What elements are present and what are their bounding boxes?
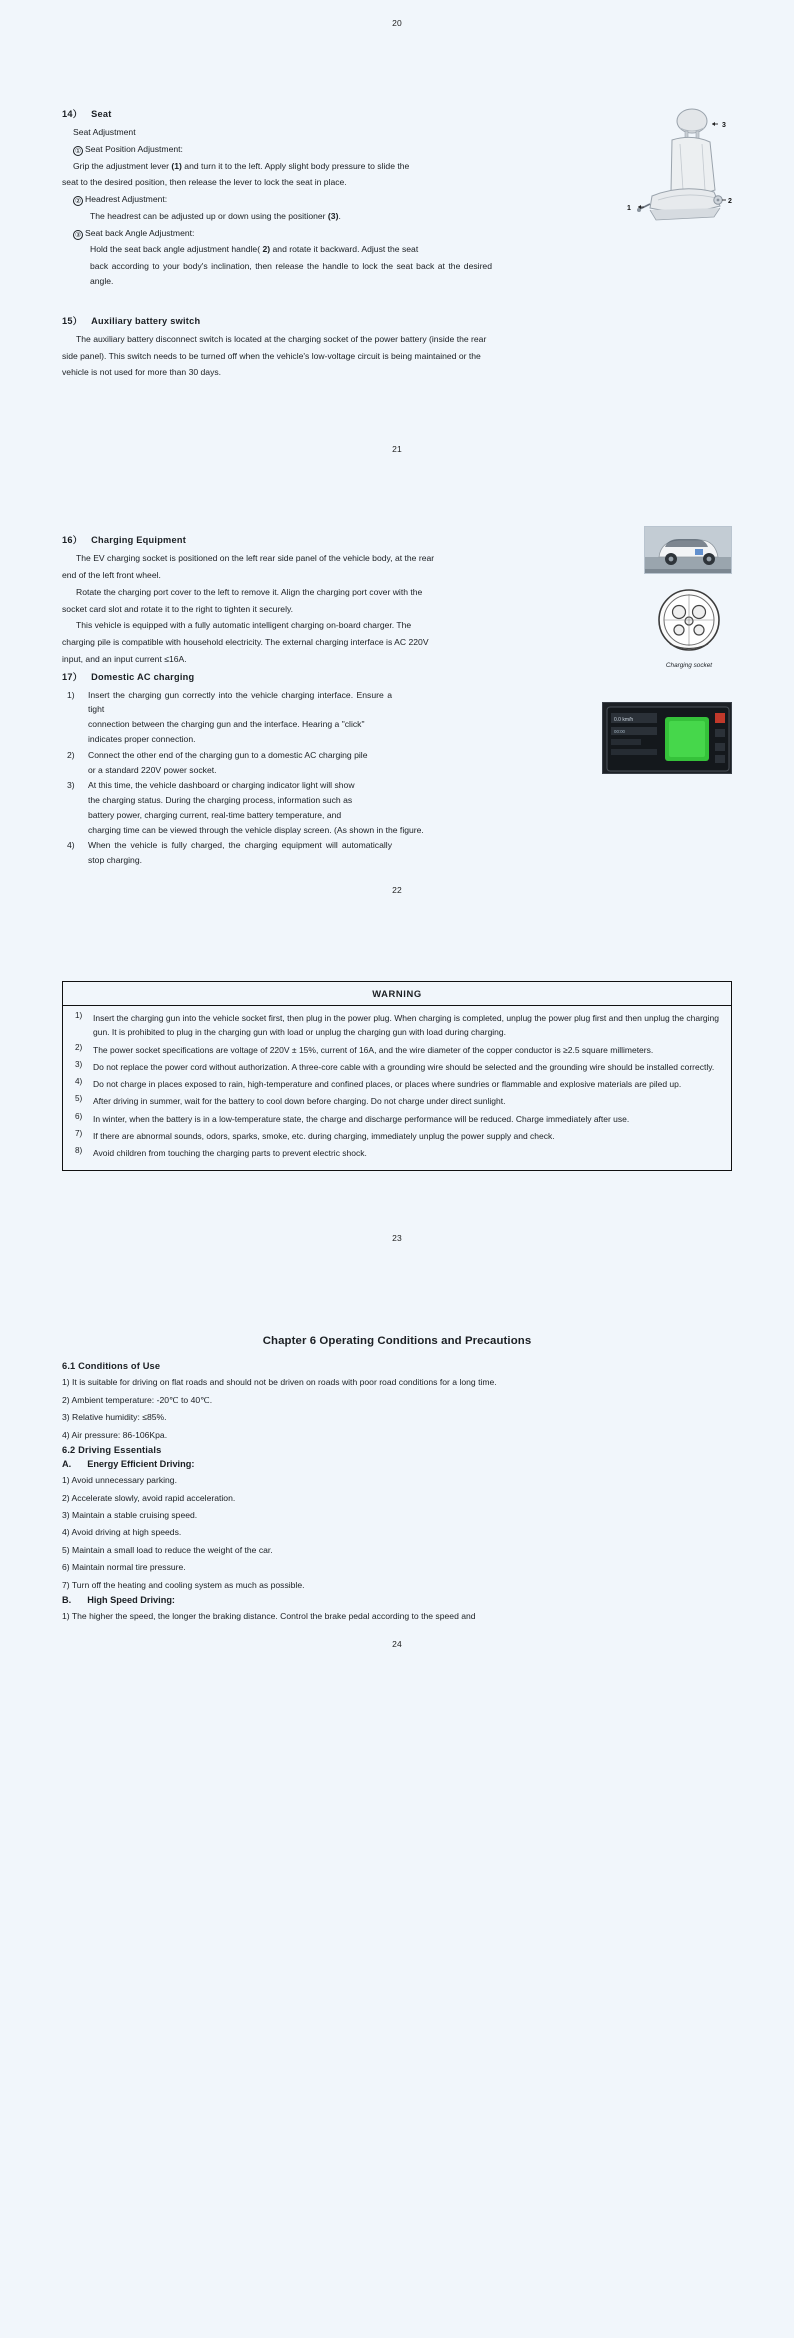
- svg-text:1: 1: [627, 205, 631, 212]
- page-23: [0, 895, 794, 1243]
- ac-step-2-line-1: Connect the other end of the charging gun to a domestic AC charging pile: [88, 749, 368, 760]
- warning-7-marker: 7): [75, 1128, 83, 1138]
- seat-item2-text-a: The headrest can be adjusted up or down using the positioner: [90, 210, 328, 221]
- group-a-letter: A.: [62, 1459, 72, 1470]
- seat-section-heading: [62, 106, 492, 120]
- section-charging-equipment: [62, 532, 732, 670]
- svg-text:00:00: 00:00: [614, 728, 625, 734]
- warning-item: [69, 1043, 719, 1057]
- seat-item1-text-a: Grip the adjustment lever: [73, 160, 172, 171]
- charging-equipment-p3-line1: This vehicle is equipped with a fully automatic intelligent charging on-board charger. The: [76, 620, 412, 631]
- warning-7-text: If there are abnormal sounds, odors, sparks, smoke, etc. during charging, immediately unplug the power supply and check.: [93, 1130, 555, 1141]
- warning-box: [62, 981, 732, 1171]
- warning-item: [69, 1060, 719, 1074]
- group-a-item-5: 5) Maintain a small load to reduce the weight of the car.: [62, 1544, 273, 1555]
- list-item: [62, 778, 424, 837]
- seat-item3-ref-2: 2): [262, 244, 271, 255]
- warning-8-text: Avoid children from touching the charging parts to prevent electric shock.: [93, 1148, 367, 1159]
- aux-body-line1: The auxiliary battery disconnect switch is located at the charging socket of the power battery (inside the rear: [76, 333, 487, 344]
- page-24: [0, 1243, 794, 1662]
- group-a-item-1: 1) Avoid unnecessary parking.: [62, 1475, 177, 1486]
- seat-item3-heading: [62, 226, 492, 241]
- seat-item2-body: [62, 209, 492, 224]
- seat-item1-heading: [62, 142, 492, 157]
- group-b-heading: [62, 1595, 732, 1605]
- ac-charging-title: Domestic AC charging: [91, 671, 195, 682]
- section-6-1-item-1: 1) It is suitable for driving on flat roads and should not be driven on roads with poor road conditions for a long time.: [62, 1377, 497, 1388]
- page-number-22: 22: [392, 885, 402, 895]
- group-a-title: Energy Efficient Driving:: [87, 1459, 195, 1470]
- aux-section-heading: [62, 313, 732, 327]
- ac-step-3-line-1: At this time, the vehicle dashboard or charging indicator light will show: [88, 780, 355, 791]
- group-a-item-4: 4) Avoid driving at high speeds.: [62, 1527, 182, 1538]
- page-22: [0, 454, 794, 895]
- ac-step-3-marker: 3): [67, 780, 75, 791]
- seat-item3-text-c: and rotate it backward. Adjust the seat: [270, 244, 419, 255]
- list-item: [62, 688, 392, 747]
- ac-step-4-line-1: When the vehicle is fully charged, the charging equipment will automatically stop charging.: [88, 840, 392, 866]
- seat-section-title: Seat: [91, 109, 112, 119]
- circled-number-1: ①: [74, 147, 82, 155]
- ac-charging-heading: [62, 669, 732, 683]
- warning-item: [69, 1129, 719, 1143]
- section-6-1-item-2: 2) Ambient temperature: -20℃ to 40℃.: [62, 1394, 213, 1405]
- ac-charging-number: 17）: [62, 671, 83, 682]
- warning-1-marker: 1): [75, 1011, 83, 1020]
- charging-equipment-p3-line2: charging pile is compatible with household electricity. The external charging interface is AC 220V: [62, 637, 429, 648]
- ac-step-1-line-2: connection between the charging gun and the interface. Hearing a "click": [88, 719, 365, 730]
- charging-socket-caption: Charging socket: [665, 662, 713, 670]
- ac-charging-steps: [62, 688, 424, 868]
- section-auxiliary-battery-switch: [62, 313, 732, 380]
- ac-step-1-marker: 1): [67, 689, 75, 700]
- list-item: [62, 748, 392, 778]
- group-a-item-2: 2) Accelerate slowly, avoid rapid acceleration.: [62, 1492, 236, 1503]
- seat-item3-body-line2: back according to your body's inclination, then release the handle to lock the seat back at the desired angle.: [90, 261, 492, 287]
- warning-2-text: The power socket specifications are voltage of 220V ± 15%, current of 16A, and the wire diameter of the copper conductor is ≥2.5 square millimeters.: [93, 1044, 654, 1055]
- warning-item: [69, 1011, 719, 1040]
- warning-5-marker: 5): [75, 1094, 83, 1104]
- group-a-item-6: 6) Maintain normal tire pressure.: [62, 1562, 186, 1573]
- aux-section-title: Auxiliary battery switch: [91, 315, 201, 326]
- page-number-21: 21: [392, 444, 402, 455]
- svg-text:2: 2: [728, 198, 732, 205]
- seat-item1-body-line2: seat to the desired position, then release the lever to lock the seat in place.: [62, 177, 347, 188]
- ac-step-2-marker: 2): [67, 749, 75, 760]
- circled-number-2: ②: [74, 198, 82, 206]
- circled-number-3: ③: [74, 231, 82, 239]
- warning-4-text: Do not charge in places exposed to rain, high-temperature and confined places, or places where sundries or flammable and explosive materials are piled up.: [93, 1079, 682, 1090]
- warning-1-text: Insert the charging gun into the vehicle socket first, then plug in the power plug. When charging is completed, unplug the power plug first and then unplug the charging gun. It is prohibited to plug in the charging gun with load or unplug the charging gun with load during charging.: [93, 1013, 719, 1038]
- ac-step-2-line-2: or a standard 220V power socket.: [88, 764, 217, 775]
- warning-5-text: After driving in summer, wait for the battery to cool down before charging. Do not charge under direct sunlight.: [93, 1096, 506, 1107]
- group-a-heading: [62, 1459, 732, 1469]
- warning-6-marker: 6): [75, 1111, 83, 1121]
- seat-item1-title: Seat Position Adjustment:: [85, 143, 183, 154]
- section-6-2-heading: 6.2 Driving Essentials: [62, 1445, 162, 1456]
- warning-3-text: Do not replace the power cord without authorization. A three-core cable with a grounding wire should be selected and the grounding wire should be installed correctly.: [93, 1061, 715, 1072]
- seat-illustration: [622, 104, 740, 226]
- ac-step-3-line-2: the charging status. During the charging process, information such as: [88, 795, 353, 806]
- ac-step-3-line-4: charging time can be viewed through the vehicle display screen. (As shown in the figure.: [88, 824, 424, 835]
- charging-equipment-p1-line1: The EV charging socket is positioned on the left rear side panel of the vehicle body, at the rear: [76, 553, 435, 564]
- aux-body-line3: vehicle is not used for more than 30 days.: [62, 367, 222, 378]
- warning-8-marker: 8): [75, 1146, 83, 1156]
- warning-3-marker: 3): [75, 1059, 83, 1069]
- seat-item2-text-c: .: [338, 210, 341, 221]
- section-6-1-item-4: 4) Air pressure: 86-106Kpa.: [62, 1429, 168, 1440]
- section-seat: [62, 106, 732, 289]
- seat-item1-body-line1: [62, 159, 492, 174]
- vehicle-photo: [644, 526, 732, 574]
- seat-section-number: 14）: [62, 109, 83, 119]
- ac-step-1-line-1: Insert the charging gun correctly into the vehicle charging interface. Ensure a tight: [88, 689, 392, 715]
- group-a-item-3: 3) Maintain a stable cruising speed.: [62, 1510, 198, 1521]
- warning-item: [69, 1112, 719, 1126]
- svg-text:0.0 km/h: 0.0 km/h: [614, 716, 634, 723]
- page-20: [0, 0, 794, 454]
- page-number-24: 24: [392, 1638, 402, 1649]
- section-domestic-ac-charging: [62, 669, 732, 868]
- group-b-item-1: 1) The higher the speed, the longer the braking distance. Control the brake pedal according to the speed and: [62, 1611, 476, 1622]
- seat-subtitle: Seat Adjustment: [73, 127, 136, 137]
- ac-step-1-line-3: indicates proper connection.: [88, 733, 196, 744]
- list-item: [62, 838, 392, 868]
- charging-equipment-heading: [62, 532, 450, 546]
- seat-item2-title: Headrest Adjustment:: [85, 194, 168, 205]
- warning-heading: WARNING: [63, 982, 731, 1006]
- group-b-title: High Speed Driving:: [87, 1595, 175, 1606]
- warning-item: [69, 1094, 719, 1108]
- seat-item3-body-line1: [62, 242, 492, 257]
- charging-equipment-p2-line2: socket card slot and rotate it to the right to tighten it securely.: [62, 603, 294, 614]
- seat-item1-ref-1: (1): [171, 160, 182, 171]
- group-a-item-7: 7) Turn off the heating and cooling system as much as possible.: [62, 1579, 305, 1590]
- aux-section-number: 15）: [62, 315, 83, 326]
- warning-item: [69, 1146, 719, 1160]
- seat-item2-ref-3: (3): [327, 210, 339, 221]
- seat-item1-text-c: and turn it to the left. Apply slight body pressure to slide the: [181, 160, 410, 171]
- ac-step-4-marker: 4): [67, 840, 75, 851]
- charging-socket-figure: [652, 586, 726, 672]
- dashboard-display-photo: [602, 702, 732, 774]
- section-6-1-item-3: 3) Relative humidity: ≤85%.: [62, 1412, 167, 1423]
- svg-text:3: 3: [722, 122, 726, 129]
- warning-4-marker: 4): [75, 1077, 83, 1087]
- warning-items: [63, 1006, 731, 1170]
- charging-equipment-number: 16）: [62, 535, 83, 546]
- seat-item3-title: Seat back Angle Adjustment:: [85, 227, 195, 238]
- aux-body-line2: side panel). This switch needs to be turned off when the vehicle's low-voltage circuit is being maintained or the: [62, 350, 481, 361]
- page-number-20: 20: [392, 18, 402, 28]
- group-b-letter: B.: [62, 1595, 72, 1606]
- seat-item3-text-a: Hold the seat back angle adjustment handle(: [90, 244, 263, 255]
- ac-step-3-line-3: battery power, charging current, real-time battery temperature, and: [88, 809, 342, 820]
- charging-equipment-p1-line2: end of the left front wheel.: [62, 569, 161, 580]
- charging-equipment-p3-line3: input, and an input current ≤16A.: [62, 653, 187, 664]
- warning-item: [69, 1077, 719, 1091]
- page-number-23: 23: [392, 1233, 402, 1244]
- charging-equipment-p2-line1: Rotate the charging port cover to the left to remove it. Align the charging port cover with the: [76, 586, 423, 597]
- charging-equipment-title: Charging Equipment: [91, 535, 187, 546]
- section-6-1-heading: 6.1 Conditions of Use: [62, 1361, 161, 1372]
- seat-item2-heading: [62, 192, 492, 207]
- warning-6-text: In winter, when the battery is in a low-temperature state, the charge and discharge performance will be reduced. Charge immediately after use.: [93, 1113, 630, 1124]
- chapter-title: Chapter 6 Operating Conditions and Precautions: [262, 1335, 532, 1348]
- warning-2-marker: 2): [75, 1042, 83, 1052]
